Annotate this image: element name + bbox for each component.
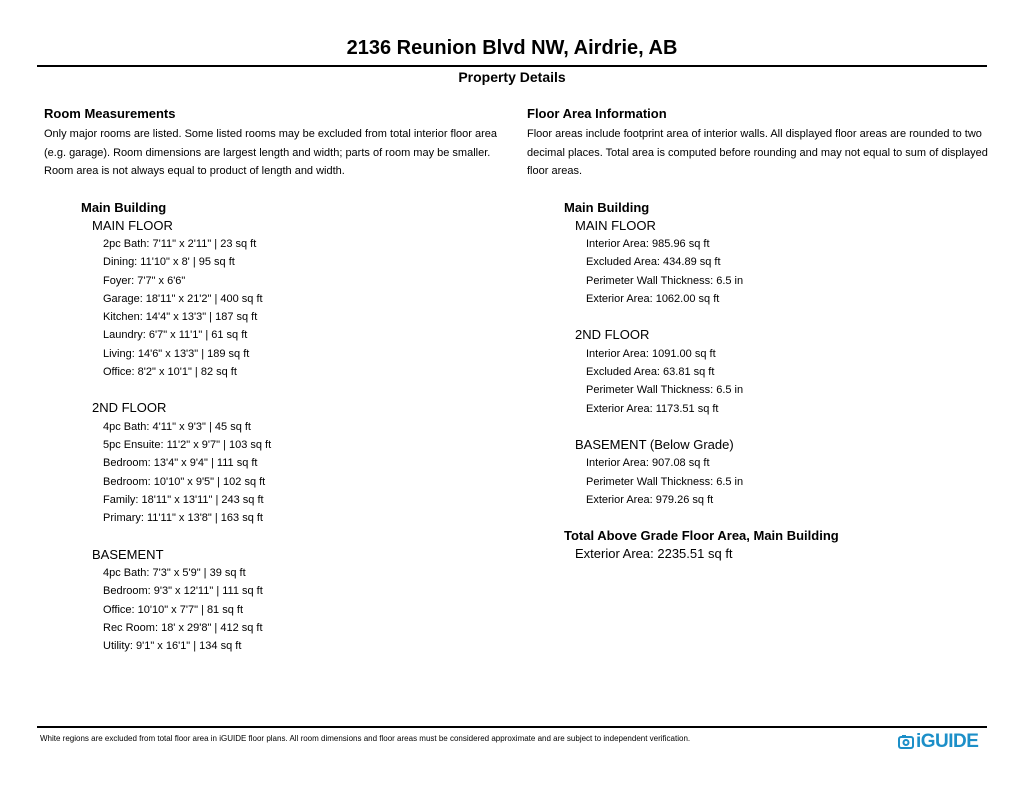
area-list (575, 454, 989, 509)
iguide-logo (898, 730, 978, 754)
area-item: Exterior Area: 979.26 sq ft (586, 493, 714, 506)
room-item: Foyer: 7'7" x 6'6" (103, 274, 186, 287)
area-item: Perimeter Wall Thickness: 6.5 in (586, 274, 744, 287)
page-subtitle: Property Details (458, 69, 566, 85)
room-item: 4pc Bath: 4'11" x 9'3" | 45 sq ft (103, 420, 251, 433)
building-name: Main Building (81, 199, 167, 215)
room-item: Bedroom: 13'4" x 9'4" | 111 sq ft (103, 457, 258, 470)
description-line: Only major rooms are listed. Some listed rooms may be excluded from total interior floor area (44, 128, 498, 140)
floor-name: 2ND FLOOR (92, 400, 167, 416)
room-item: Kitchen: 14'4" x 13'3" | 187 sq ft (103, 311, 258, 324)
area-floors (575, 217, 989, 510)
building-name: Main Building (564, 199, 650, 215)
room-list (92, 418, 506, 528)
floor-main (92, 217, 506, 656)
area-building-group (564, 198, 989, 564)
floor-name: 2ND FLOOR (575, 327, 650, 343)
floor-name: BASEMENT (Below Grade) (575, 436, 734, 452)
room-item: Rec Room: 18' x 29'8" | 412 sq ft (103, 622, 263, 635)
room-measurements-section (44, 104, 506, 656)
room-measurements-description (44, 125, 506, 181)
room-item: Laundry: 6'7" x 11'1" | 61 sq ft (103, 329, 248, 342)
area-item: Excluded Area: 434.89 sq ft (586, 256, 721, 269)
area-item: Interior Area: 1091.00 sq ft (586, 347, 716, 360)
floor-name: MAIN FLOOR (92, 217, 173, 233)
description-line: decimal places. Total area is computed before rounding and may not equal to sum of displayed (527, 146, 988, 159)
area-item: Exterior Area: 1173.51 sq ft (586, 402, 719, 415)
iguide-logo-text: iGUIDE (916, 731, 979, 752)
room-item: 5pc Ensuite: 11'2" x 9'7" | 103 sq ft (103, 439, 272, 452)
area-item: Interior Area: 985.96 sq ft (586, 238, 710, 250)
room-item: Office: 8'2" x 10'1" | 82 sq ft (103, 366, 237, 379)
room-item: Office: 10'10" x 7'7" | 81 sq ft (103, 603, 244, 616)
floor-area-description (527, 125, 989, 181)
floor-name: BASEMENT (92, 546, 164, 562)
footer-disclaimer: White regions are excluded from total floor area in iGUIDE floor plans. All room dimensions and floor areas must be considered approximate and are subject to independent verification. (40, 734, 691, 743)
footer-divider (37, 726, 987, 728)
room-list (92, 564, 506, 655)
area-item: Interior Area: 907.08 sq ft (586, 457, 710, 470)
room-building-group (81, 198, 506, 656)
floor-area-section (527, 104, 989, 564)
total-area-title: Total Above Grade Floor Area, Main Building (564, 528, 839, 544)
description-line: (e.g. garage). Room dimensions are largest length and width; parts of room may be smaller. (44, 146, 491, 159)
area-item: Excluded Area: 63.81 sq ft (586, 365, 715, 378)
room-item: Dining: 11'10" x 8' | 95 sq ft (103, 256, 235, 269)
floor-name: MAIN FLOOR (575, 217, 656, 233)
room-item: Bedroom: 10'10" x 9'5" | 102 sq ft (103, 475, 266, 488)
page-title: 2136 Reunion Blvd NW, Airdrie, AB (346, 37, 678, 59)
description-line: floor areas. (527, 165, 583, 177)
total-area-value: Exterior Area: 2235.51 sq ft (575, 546, 733, 562)
description-line: Room area is not always equal to product of length and width. (44, 165, 345, 177)
room-item: Family: 18'11" x 13'11" | 243 sq ft (103, 494, 264, 507)
area-item: Perimeter Wall Thickness: 6.5 in (586, 384, 744, 397)
iguide-logo-icon (898, 734, 914, 750)
room-item: Garage: 18'11" x 21'2" | 400 sq ft (103, 292, 263, 305)
room-item: 4pc Bath: 7'3" x 5'9" | 39 sq ft (103, 567, 246, 580)
room-item: Living: 14'6" x 13'3" | 189 sq ft (103, 347, 250, 360)
area-list (575, 345, 989, 418)
room-item: Primary: 11'11" x 13'8" | 163 sq ft (103, 512, 263, 525)
room-measurements-title: Room Measurements (44, 106, 176, 121)
description-line: Floor areas include footprint area of interior walls. All displayed floor areas are rounded to two (527, 128, 982, 140)
area-item: Exterior Area: 1062.00 sq ft (586, 292, 720, 305)
room-item: 2pc Bath: 7'11" x 2'11" | 23 sq ft (103, 238, 257, 250)
floor-area-title: Floor Area Information (527, 106, 667, 121)
room-item: Bedroom: 9'3" x 12'11" | 111 sq ft (103, 585, 263, 598)
room-list (92, 235, 506, 381)
area-item: Perimeter Wall Thickness: 6.5 in (586, 475, 744, 488)
room-item: Utility: 9'1" x 16'1" | 134 sq ft (103, 640, 242, 653)
area-list (575, 235, 989, 308)
